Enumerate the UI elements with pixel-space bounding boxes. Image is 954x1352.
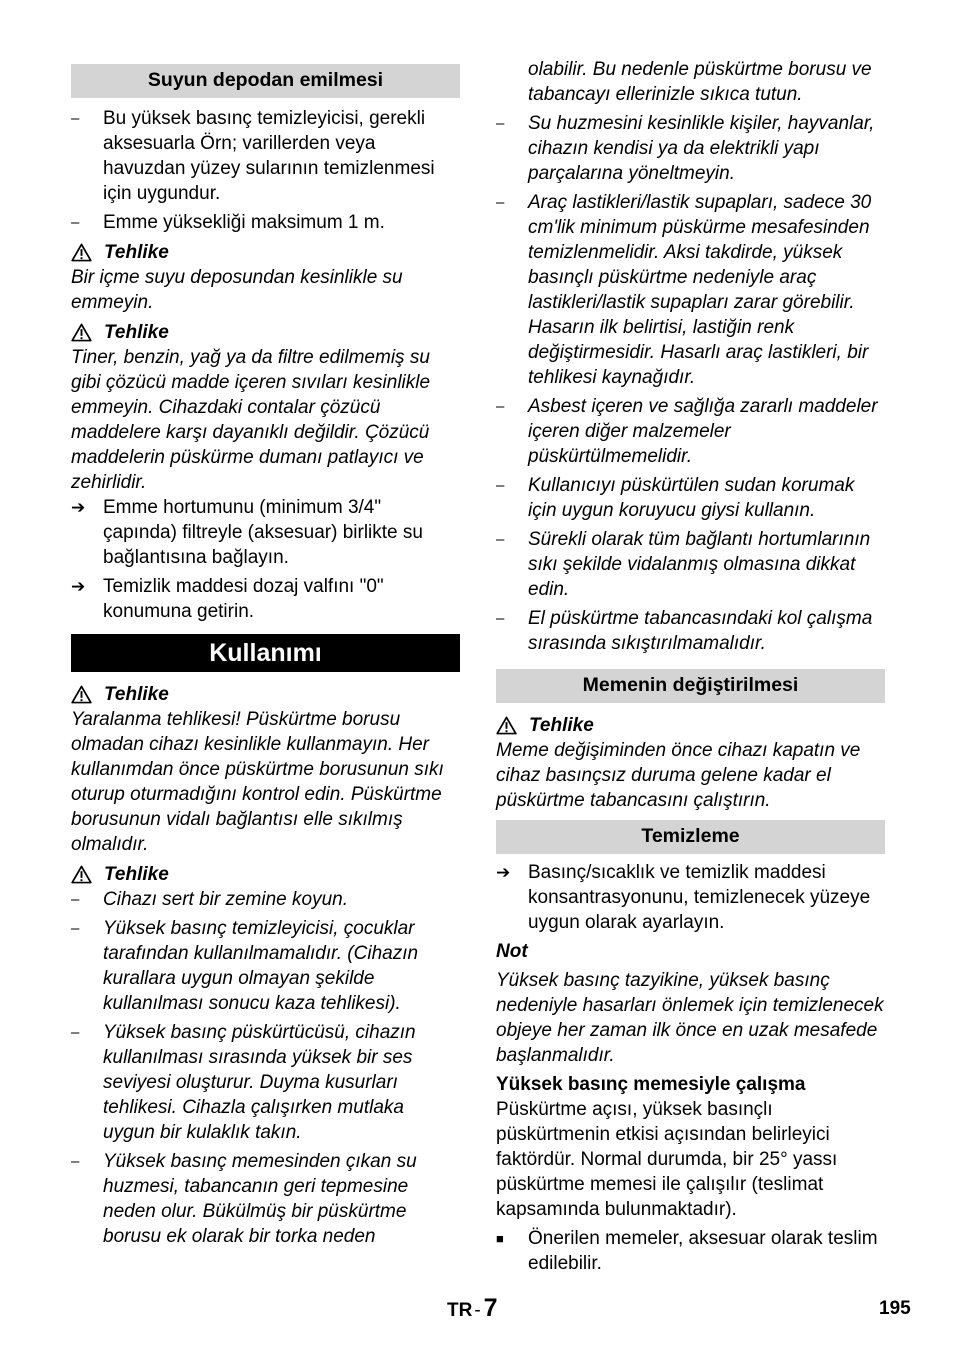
left-column [71,0,460,1249]
list-item: – Bu yüksek basınç temizleyicisi, gerekli aksesuarla Örn; varillerden veya havuzdan yüzey sularının temizlenmesi için uygundur. [71,108,435,204]
warning-heading: Tehlike [71,239,460,265]
dash-bullet: – [71,1024,80,1041]
list-item: – Cihazı sert bir zemine koyun. [71,889,348,910]
warning-triangle-icon [71,685,92,704]
warning-text: Meme değişiminden önce cihazı kapatın ve cihaz basınçsız duruma gelene kadar el püskürtme tabancasını çalıştırın. [496,740,861,811]
dash-bullet: – [71,920,80,937]
subsection-heading: Yüksek basınç memesiyle çalışma [496,1074,806,1095]
list-item: – Su huzmesini kesinlikle kişiler, hayvanlar, cihazın kendisi ya da elektrikli yapı parçalarına yöneltmeyin. [496,113,875,184]
right-column [496,0,885,1276]
step-item: ➔ Temizlik maddesi dozaj valfını "0" konumuna getirin. [71,576,384,622]
warning-text: Tiner, benzin, yağ ya da filtre edilmemiş su gibi çözücü madde içeren sıvıları kesinlikle emmeyin. Cihazdaki contalar çözücü maddelere karşı dayanıklı değildir. Çözücü maddelerin püskürme dumanı patlayıcı ve zehirlidir. [71,347,431,493]
note-heading: Not [496,941,528,962]
dash-bullet: – [496,115,505,132]
warning-heading: Tehlike [71,681,460,707]
section-heading-nozzle: Memenin değiştirilmesi [496,669,885,703]
warning-heading: Tehlike [71,319,460,345]
arrow-right-icon: ➔ [71,498,86,517]
list-item: – Yüksek basınç temizleyicisi, çocuklar tarafından kullanılmamalıdır. (Cihazın kurallara uygun olmayan şekilde kullanılması sonucu kaza tehlikesi). [71,918,419,1014]
list-item: – Yüksek basınç püskürtücüsü, cihazın kullanılması sırasında yüksek bir ses seviyesi oluşturur. Duyma kusurları tehlikesi. Cihazla çalışırken mutlaka uygun bir kulaklık takın. [71,1022,416,1143]
dash-bullet: – [496,477,505,494]
warning-heading: Tehlike [71,861,460,887]
warning-triangle-icon [496,716,517,735]
arrow-right-icon: ➔ [496,863,511,882]
continued-text: olabilir. Bu nedenle püskürtme borusu ve tabancayı ellerinizle sıkıca tutun. [528,59,872,105]
list-item: – Asbest içeren ve sağlığa zararlı maddeler içeren diğer malzemeler püskürtülmemelidir. [496,396,878,467]
dash-bullet: – [71,891,80,908]
dash-bullet: – [71,214,80,231]
list-item: – El püskürtme tabancasındaki kol çalışma sırasında sıkıştırılmamalıdır. [496,608,873,654]
warning-triangle-icon [71,865,92,884]
arrow-right-icon: ➔ [71,577,86,596]
list-item: – Sürekli olarak tüm bağlantı hortumlarının sıkı şekilde vidalanmış olmasına dikkat edin. [496,529,871,600]
step-item: ➔ Emme hortumunu (minimum 3/4" çapında) filtreyle (aksesuar) birlikte su bağlantısına bağlayın. [71,497,423,568]
body-text: Püskürtme açısı, yüksek basınçlı püskürtmenin etkisi açısından belirleyici faktördür. Normal durumda, bir 25° yassı püskürtme memesi ile çalışılır (teslimat kapsamında bulunmaktadır). [496,1099,838,1220]
square-bullet: ■ [496,1231,504,1246]
warning-triangle-icon [71,243,92,262]
page-number: 195 [879,1298,911,1319]
dash-bullet: – [496,194,505,211]
dash-bullet: – [496,531,505,548]
section-heading-suction: Suyun depodan emilmesi [71,64,460,98]
dash-bullet: – [496,610,505,627]
warning-heading: Tehlike [496,712,885,738]
note-text: Yüksek basınç tazyikine, yüksek basınç nedeniyle hasarları önlemek için temizlenecek objeye her zaman ilk önce en uzak mesafede başlanmalıdır. [496,970,884,1066]
list-item: – Araç lastikleri/lastik supapları, sadece 30 cm'lik minimum püskürme mesafesinden temizlenmelidir. Aksi takdirde, yüksek basınçlı püskürtme nedeniyle araç lastikleri/lastik supapları zarar görebilir. Hasarın ilk belirtisi, lastiğin renk değiştirmesidir. Hasarlı araç lastikleri, bir tehlikesi kaynağıdır. [496,192,872,388]
list-item: – Kullanıcıyı püskürtülen sudan korumak için uygun koruyucu giysi kullanın. [496,475,855,521]
dash-bullet: – [71,1153,80,1170]
list-item: ■ Önerilen memeler, aksesuar olarak teslim edilebilir. [496,1228,878,1274]
warning-triangle-icon [71,323,92,342]
step-item: ➔ Basınç/sıcaklık ve temizlik maddesi konsantrasyonunu, temizlenecek yüzeye uygun olarak ayarlayın. [496,862,871,933]
list-item: – Emme yüksekliği maksimum 1 m. [71,212,385,233]
dash-bullet: – [71,110,80,127]
warning-text: Yaralanma tehlikesi! Püskürtme borusu olmadan cihazı kesinlikle kullanmayın. Her kullanımdan önce püskürtme borusunun sıkı oturup oturmadığını kontrol edin. Püskürtme borusunun vidalı bağlantısı elle sıkılmış olmalıdır. [71,709,444,855]
footer-section-code: TR - 7 [447,1294,498,1322]
section-heading-cleaning: Temizleme [496,820,885,854]
list-item: – Yüksek basınç memesinden çıkan su huzmesi, tabancanın geri tepmesine neden olur. Bükülmüş bir püskürtme borusu ek olarak bir torka neden [71,1151,417,1247]
chapter-heading: Kullanımı [71,634,460,672]
dash-bullet: – [496,398,505,415]
warning-text: Bir içme suyu deposundan kesinlikle su emmeyin. [71,267,403,313]
